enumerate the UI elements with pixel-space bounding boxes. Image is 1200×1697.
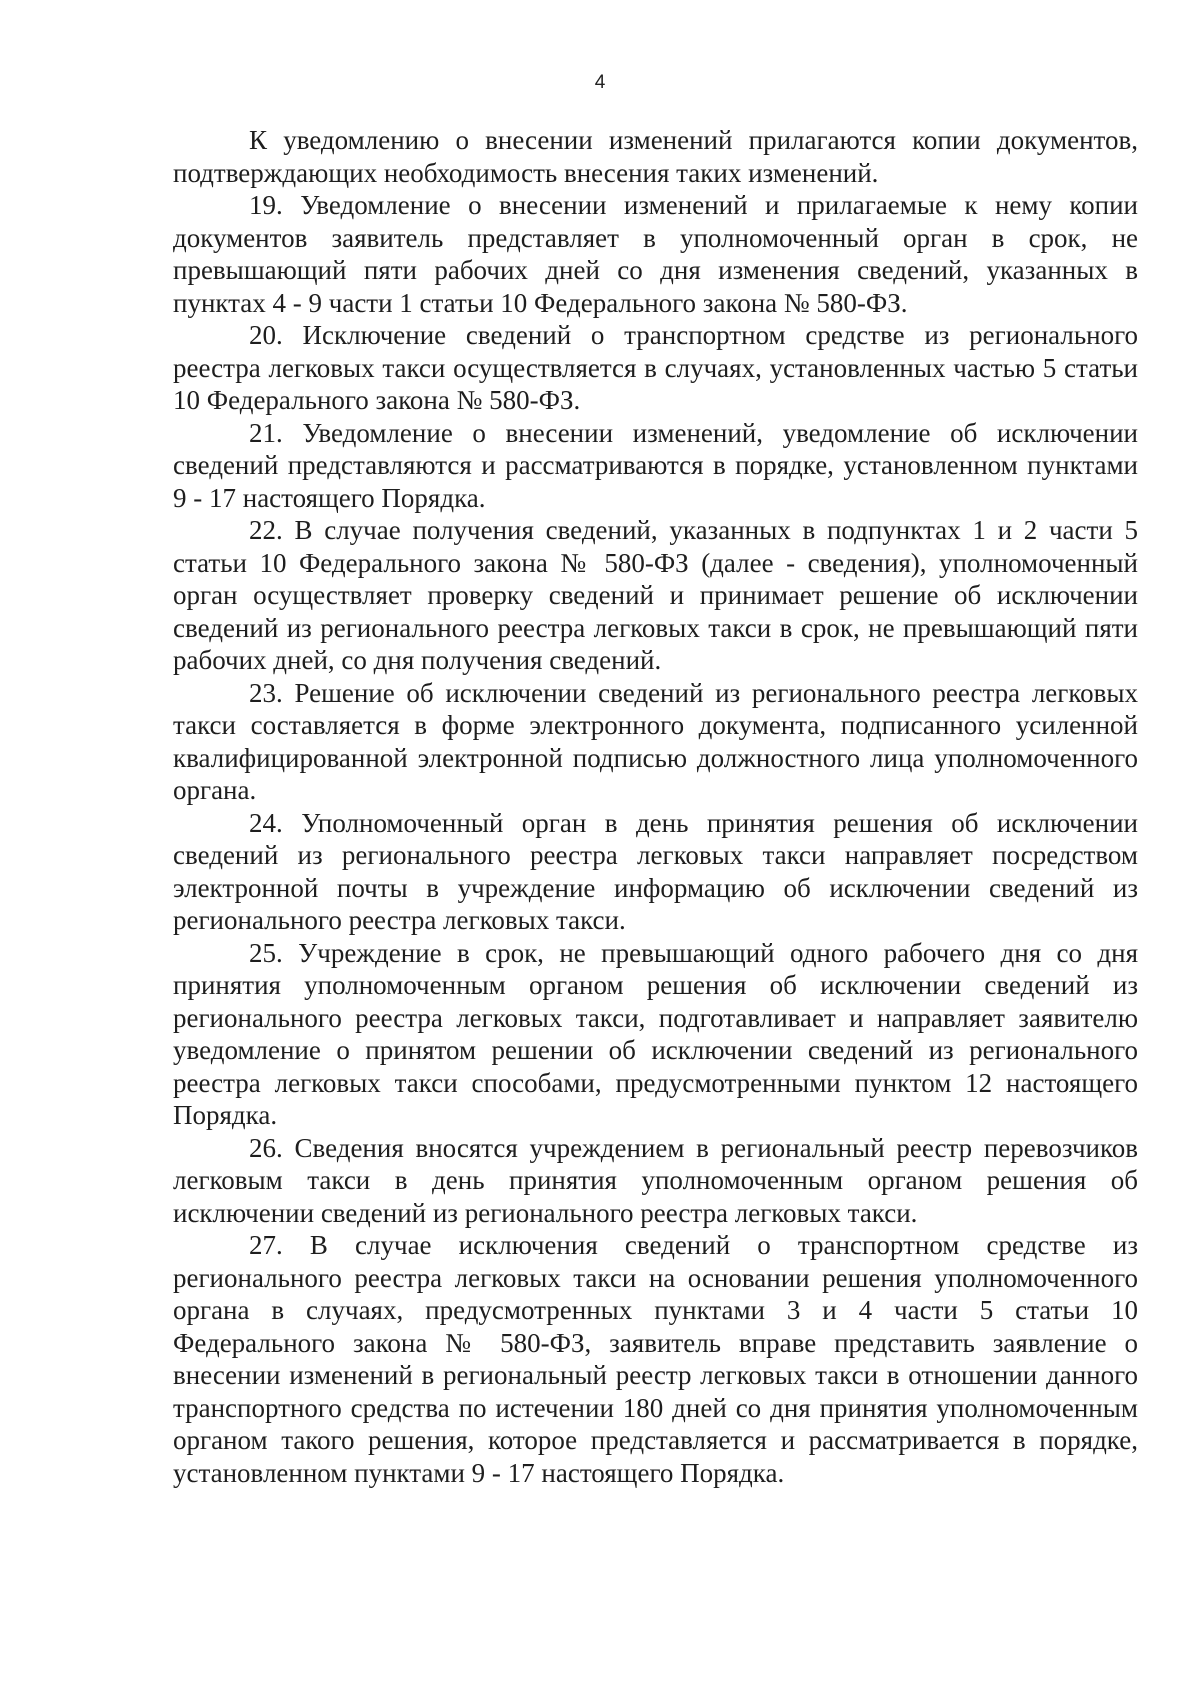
paragraph-26: 26. Сведения вносятся учреждением в региональный реестр перевозчиков легковым такси в день принятия уполномоченным органом решения об исключении сведений из регионального реестра легковых такси. [173,1132,1138,1228]
paragraph-20: 20. Исключение сведений о транспортном средстве из регионального реестра легковых такси осуществляется в случаях, установленных частью 5 статьи 10 Федерального закона № 580-ФЗ. [173,320,1138,415]
paragraph-27: 27. В случае исключения сведений о транспортном средстве из регионального реестра легковых такси на основании решения уполномоченного органа в случаях, предусмотренных пунктами 3 и 4 части 5 статьи 10 Федерального закона № 580-ФЗ, заявитель вправе представить заявление о внесении изменений в региональный реестр легковых такси в отношении данного транспортного средства по истечении 180 дней со дня принятия уполномоченным органом такого решения, которое представляется и рассматривается в порядке, установленном пунктами 9 - 17 настоящего Порядка. [173,1230,1138,1488]
document-body [173,124,1138,1489]
paragraph-24: 24. Уполномоченный орган в день принятия решения об исключении сведений из регионального реестра легковых такси направляет посредством электронной почты в учреждение информацию об исключении сведений из регионального реестра легковых такси. [173,807,1138,935]
paragraph-21: 21. Уведомление о внесении изменений, уведомление об исключении сведений представляются и рассматриваются в порядке, установленном пунктами 9 - 17 настоящего Порядка. [173,417,1138,513]
paragraph-19: 19. Уведомление о внесении изменений и прилагаемые к нему копии документов заявитель представляет в уполномоченный орган в срок, не превышающий пяти рабочих дней со дня изменения сведений, указанных в пунктах 4 - 9 части 1 статьи 10 Федерального закона № 580-ФЗ. [173,190,1138,318]
paragraph-25: 25. Учреждение в срок, не превышающий одного рабочего дня со дня принятия уполномоченным органом решения об исключении сведений из регионального реестра легковых такси, подготавливает и направляет заявителю уведомление о принятом решении об исключении сведений из регионального реестра легковых такси способами, предусмотренными пунктом 12 настоящего Порядка. [173,937,1138,1130]
paragraph-23: 23. Решение об исключении сведений из регионального реестра легковых такси составляется в форме электронного документа, подписанного усиленной квалифицированной электронной подписью должностного лица уполномоченного органа. [173,677,1138,805]
paragraph-attachment-note: К уведомлению о внесении изменений прилагаются копии документов, подтверждающих необходимость внесения таких изменений. [173,125,1138,188]
paragraph-22: 22. В случае получения сведений, указанных в подпунктах 1 и 2 части 5 статьи 10 Федерального закона № 580-ФЗ (далее - сведения), уполномоченный орган осуществляет проверку сведений и принимает решение об исключении сведений из регионального реестра легковых такси в срок, не превышающий пяти рабочих дней, со дня получения сведений. [173,515,1138,675]
page-number: 4 [594,72,606,93]
